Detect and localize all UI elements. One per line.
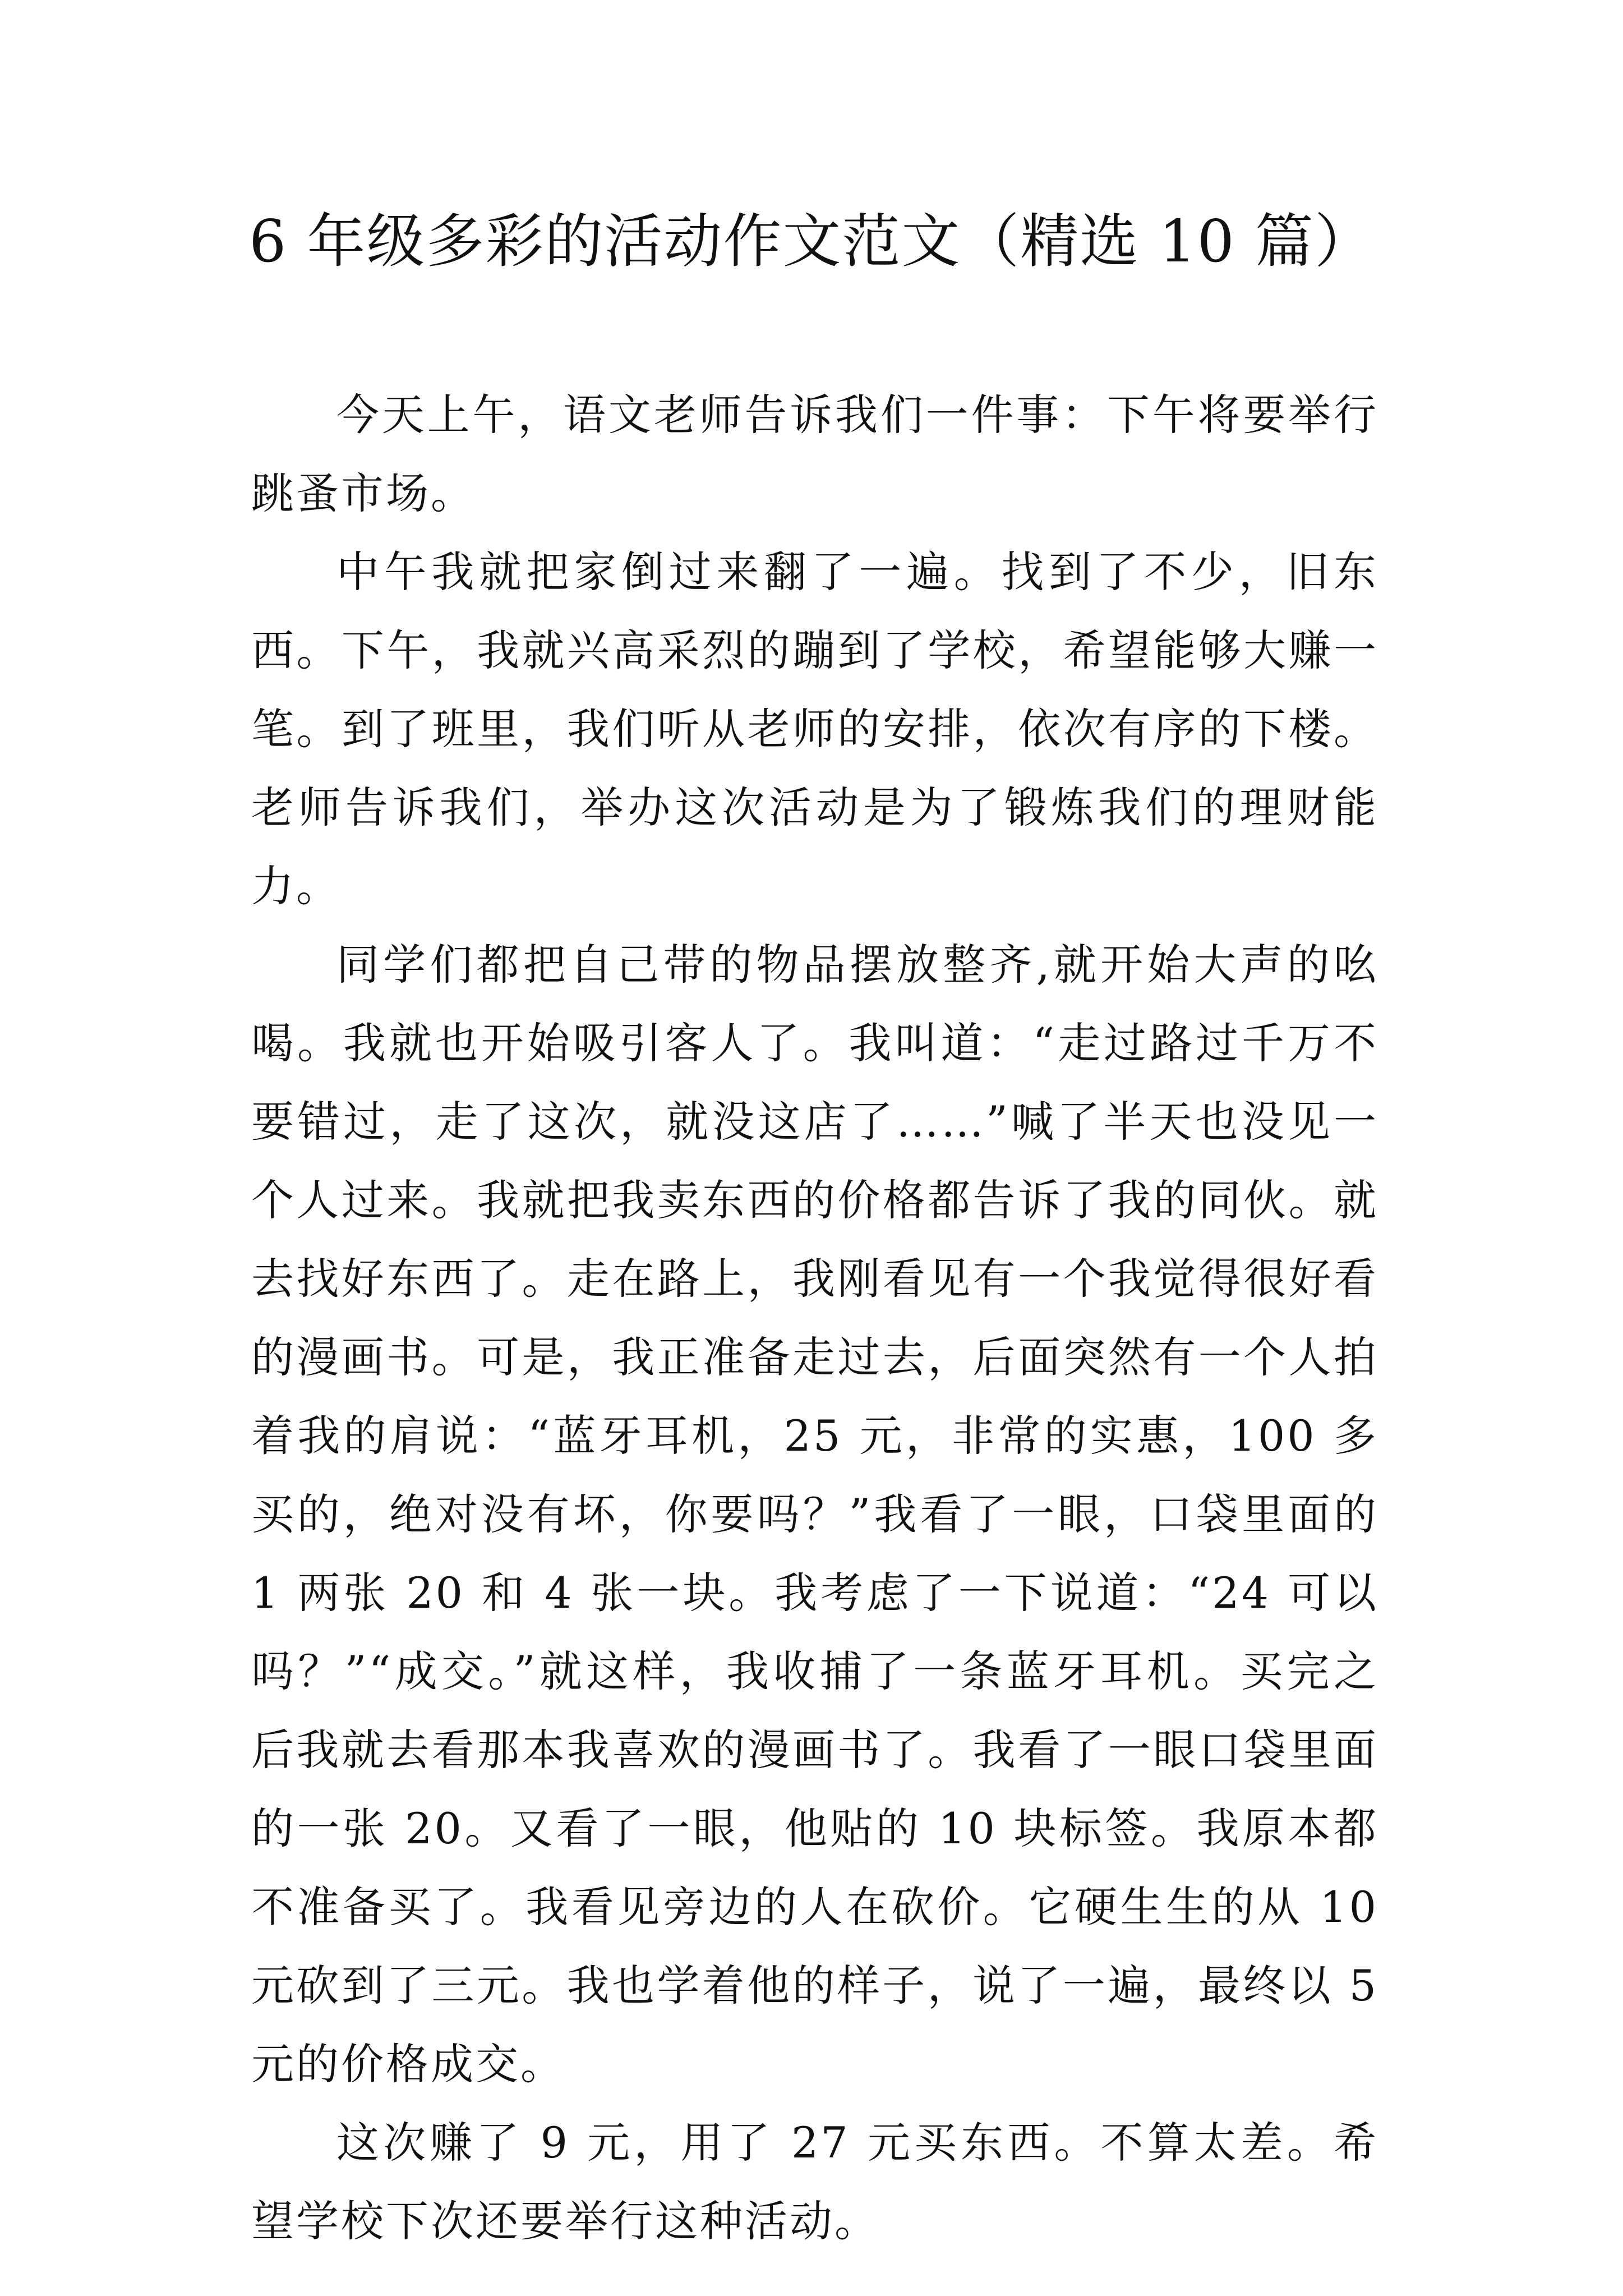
paragraph: 这次赚了 9 元，用了 27 元买东西。不算太差。希望学校下次还要举行这种活动。 xyxy=(251,2118,1378,2246)
paragraph: 中午我就把家倒过来翻了一遍。找到了不少，旧东西。下午，我就兴高采烈的蹦到了学校，希望能够大赚一笔。到了班里，我们听从老师的安排，依次有序的下楼。老师告诉我们，举办这次活动是为了锻炼我们的理财能力。 xyxy=(251,547,1378,911)
document-title: 6 年级多彩的活动作文范文（精选 10 篇） xyxy=(249,207,1374,275)
paragraph: 同学们都把自己带的物品摆放整齐,就开始大声的吆喝。我就也开始吸引客人了。我叫道：“走过路过千万不要错过，走了这次，就没这店了……”喊了半天也没见一个人过来。我就把我卖东西的价格都告诉了我的同伙。就去找好东西了。走在路上，我刚看见有一个我觉得很好看的漫画书。可是，我正准备走过去，后面突然有一个人拍着我的肩说：“蓝牙耳机，25 元，非常的实惠，100 多买的，绝对没有坏，你要吗？”我看了一眼，口袋里面的 1 两张 20 和 4 张一块。我考虑了一下说道：“24 可以吗？”“成交。”就这样，我收捕了一条蓝牙耳机。买完之后我就去看那本我喜欢的漫画书了。我看了一眼口袋里面的一张 20。又看了一眼，他贴的 10 块标签。我原本都不准备买了。我看见旁边的人在砍价。它硬生生的从 10 元砍到了三元。我也学着他的样子，说了一遍，最终以 5 元的价格成交。 xyxy=(251,940,1378,2089)
paragraph: 今天上午，语文老师告诉我们一件事：下午将要举行跳蚤市场。 xyxy=(251,390,1378,518)
document-body xyxy=(251,376,1378,2261)
